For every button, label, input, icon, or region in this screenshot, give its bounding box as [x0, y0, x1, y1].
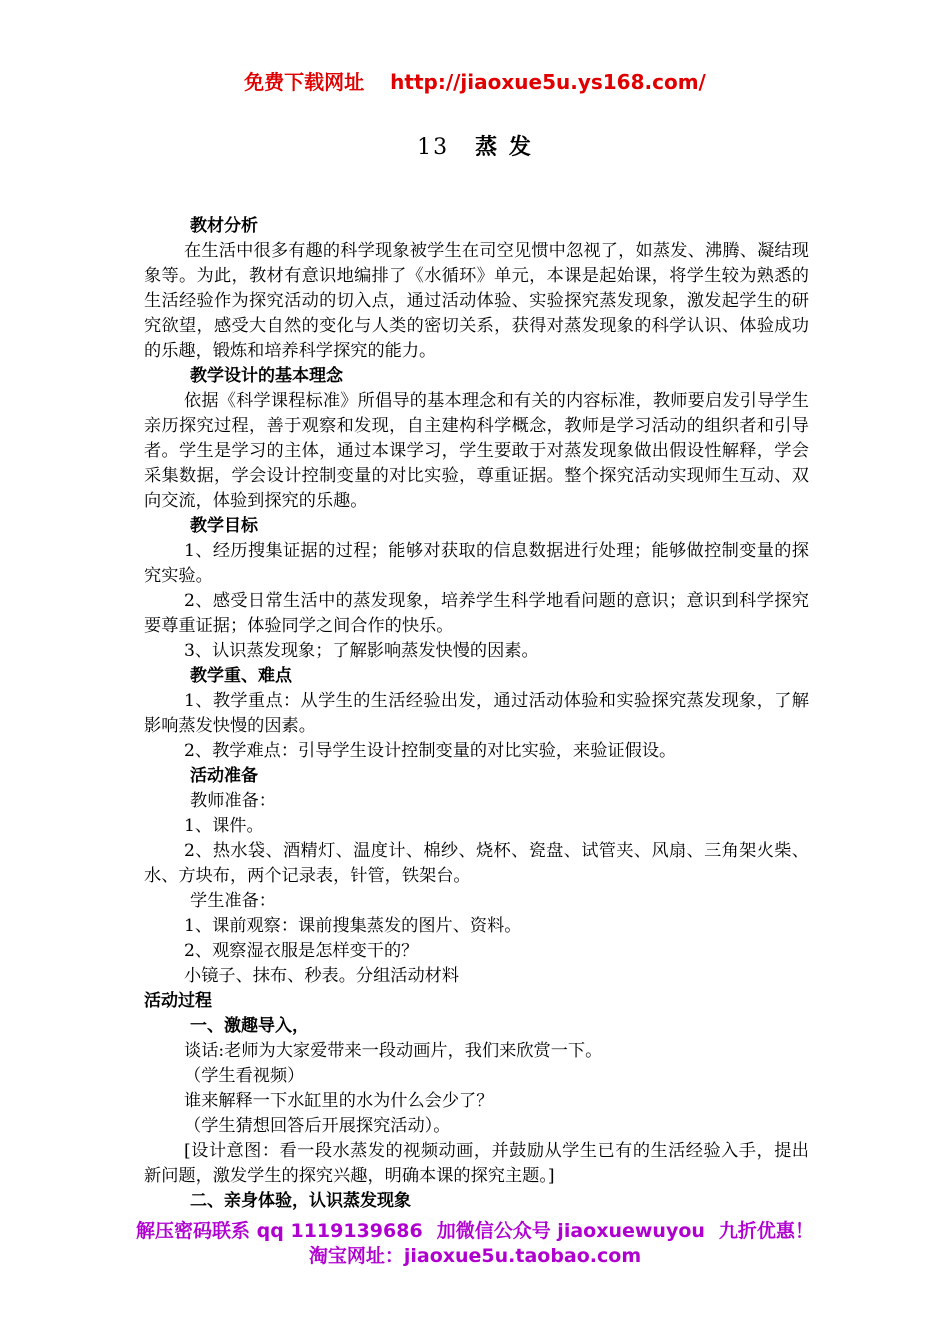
student-prep-item: 小镜子、抹布、秒表。分组活动材料 — [184, 966, 460, 986]
footer-taobao-link[interactable]: 淘宝网址：jiaoxue5u.taobao.com — [308, 1245, 642, 1267]
section-heading-goals: 教学目标 — [190, 516, 258, 536]
document-body — [144, 214, 809, 1214]
teacher-prep-item: 2、热水袋、酒精灯、温度计、棉纱、烧杯、瓷盘、试管夹、风扇、三角架火柴、水、方块布，两个记录表，针管，铁架台。 — [144, 841, 809, 886]
footer-discount: 九折优惠！ — [718, 1220, 814, 1242]
step1-line: 谁来解释一下水缸里的水为什么会少了？ — [184, 1091, 494, 1111]
step1-line: （学生猜想回答后开展探究活动）。 — [184, 1116, 451, 1136]
key-point-item: 2、教学难点：引导学生设计控制变量的对比实验，来验证假设。 — [184, 741, 677, 761]
section-heading-process: 活动过程 — [144, 991, 212, 1011]
header-label: 免费下载网址 — [244, 70, 365, 94]
footer-qq: 解压密码联系 qq 1119139686 — [136, 1220, 423, 1242]
design-intent: [设计意图：看一段水蒸发的视频动画，并鼓励从学生已有的生活经验入手，提出新问题，激发学生的探究兴趣，明确本课的探究主题。] — [144, 1141, 809, 1186]
lesson-title-text: 蒸 发 — [475, 134, 533, 160]
goal-item: 3、认识蒸发现象；了解影响蒸发快慢的因素。 — [184, 641, 539, 661]
section-heading-concept: 教学设计的基本理念 — [190, 366, 343, 386]
step2-heading: 二、亲身体验，认识蒸发现象 — [190, 1191, 411, 1211]
section-heading-preparation: 活动准备 — [190, 766, 258, 786]
section-heading-analysis: 教材分析 — [190, 216, 258, 236]
lesson-number: 13 — [417, 135, 450, 160]
student-prep-label: 学生准备： — [190, 891, 276, 911]
concept-paragraph: 依据《科学课程标准》所倡导的基本理念和有关的内容标准，教师要启发引导学生亲历探究过程，善于观察和发现，自主建构科学概念，教师是学习活动的组织者和引导者。学生是学习的主体，通过本课学习，学生要敢于对蒸发现象做出假设性解释，学会采集数据，学会设计控制变量的对比实验，尊重证据。整个探究活动实现师生互动、双向交流，体验到探究的乐趣。 — [144, 391, 809, 511]
download-header — [0, 66, 950, 95]
step1-line: 谈话:老师为大家爱带来一段动画片，我们来欣赏一下。 — [184, 1041, 603, 1061]
key-point-item: 1、教学重点：从学生的生活经验出发，通过活动体验和实验探究蒸发现象，了解影响蒸发快慢的因素。 — [144, 691, 809, 736]
footer-contact-line — [0, 1216, 950, 1243]
goal-item: 2、感受日常生活中的蒸发现象，培养学生科学地看问题的意识；意识到科学探究要尊重证据；体验同学之间合作的快乐。 — [144, 591, 809, 636]
student-prep-item: 2、观察湿衣服是怎样变干的？ — [184, 941, 419, 961]
step1-heading: 一、激趣导入， — [190, 1016, 309, 1036]
goal-item: 1、经历搜集证据的过程；能够对获取的信息数据进行处理；能够做控制变量的探究实验。 — [144, 541, 809, 586]
teacher-prep-label: 教师准备： — [190, 791, 276, 811]
analysis-paragraph: 在生活中很多有趣的科学现象被学生在司空见惯中忽视了，如蒸发、沸腾、凝结现象等。为此，教材有意识地编排了《水循环》单元，本课是起始课，将学生较为熟悉的生活经验作为探究活动的切入点，通过活动体验、实验探究蒸发现象，激发起学生的研究欲望，感受大自然的变化与人类的密切关系，获得对蒸发现象的科学认识、体验成功的乐趣，锻炼和培养科学探究的能力。 — [144, 241, 809, 361]
section-heading-key-points: 教学重、难点 — [190, 666, 292, 686]
step1-line: （学生看视频） — [184, 1066, 305, 1086]
footer-wechat: 加微信公众号 jiaoxuewuyou — [436, 1220, 705, 1242]
lesson-title — [0, 130, 950, 161]
student-prep-item: 1、课前观察：课前搜集蒸发的图片、资料。 — [184, 916, 522, 936]
teacher-prep-item: 1、课件。 — [184, 816, 264, 836]
header-url-link[interactable]: http://jiaoxue5u.ys168.com/ — [390, 70, 706, 94]
